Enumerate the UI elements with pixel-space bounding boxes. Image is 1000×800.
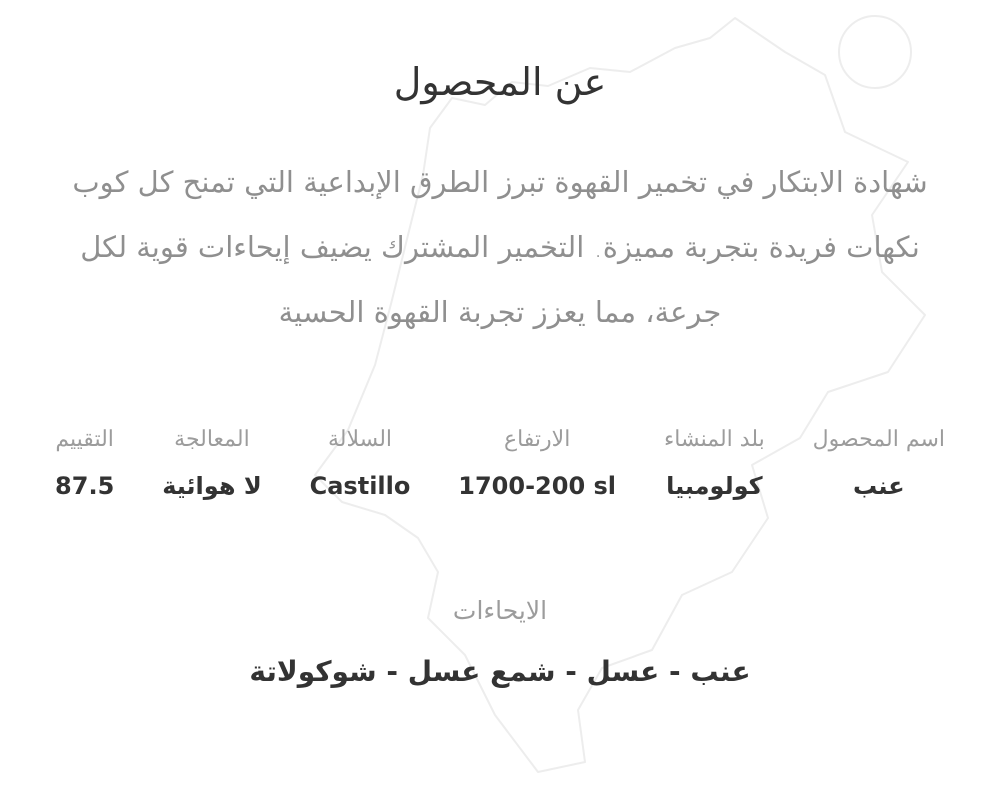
attr-processing bbox=[162, 427, 262, 500]
tasting-notes-value: عنب - عسل - شمع عسل - شوكولاتة bbox=[249, 655, 751, 688]
attr-rating-value: 87.5 bbox=[55, 472, 115, 500]
crop-description: شهادة الابتكار في تخمير القهوة تبرز الطرق الإبداعية التي تمنح كل كوب نكهات فريدة بتجربة مميزة. التخمير المشترك يضيف إيحاءات قوية لكل جرعة، مما يعزز تجربة القهوة الحسية bbox=[72, 165, 928, 329]
attr-variety-label: السلالة bbox=[327, 427, 393, 452]
attr-rating bbox=[55, 427, 114, 500]
crop-attributes-row bbox=[0, 427, 1000, 500]
attr-variety bbox=[310, 427, 411, 500]
attr-processing-value: لا هوائية bbox=[162, 472, 262, 500]
tasting-notes-title: الايحاءات bbox=[452, 596, 548, 625]
attr-crop-name-label: اسم المحصول bbox=[812, 427, 945, 452]
tasting-notes-section bbox=[0, 596, 1000, 688]
attr-altitude bbox=[458, 427, 616, 500]
attr-crop-name-value: عنب bbox=[853, 472, 905, 500]
attr-variety-value: Castillo bbox=[309, 472, 411, 500]
attr-altitude-label: الارتفاع bbox=[503, 427, 571, 452]
attr-origin-country-label: بلد المنشاء bbox=[663, 427, 765, 452]
attr-origin-country-value: كولومبيا bbox=[666, 472, 763, 500]
attr-altitude-value: 1700-200 sl bbox=[458, 472, 617, 500]
section-title: عن المحصول bbox=[393, 60, 607, 104]
attr-crop-name bbox=[813, 427, 945, 500]
attr-origin-country bbox=[664, 427, 765, 500]
attr-rating-label: التقييم bbox=[55, 427, 114, 452]
attr-processing-label: المعالجة bbox=[174, 427, 250, 452]
